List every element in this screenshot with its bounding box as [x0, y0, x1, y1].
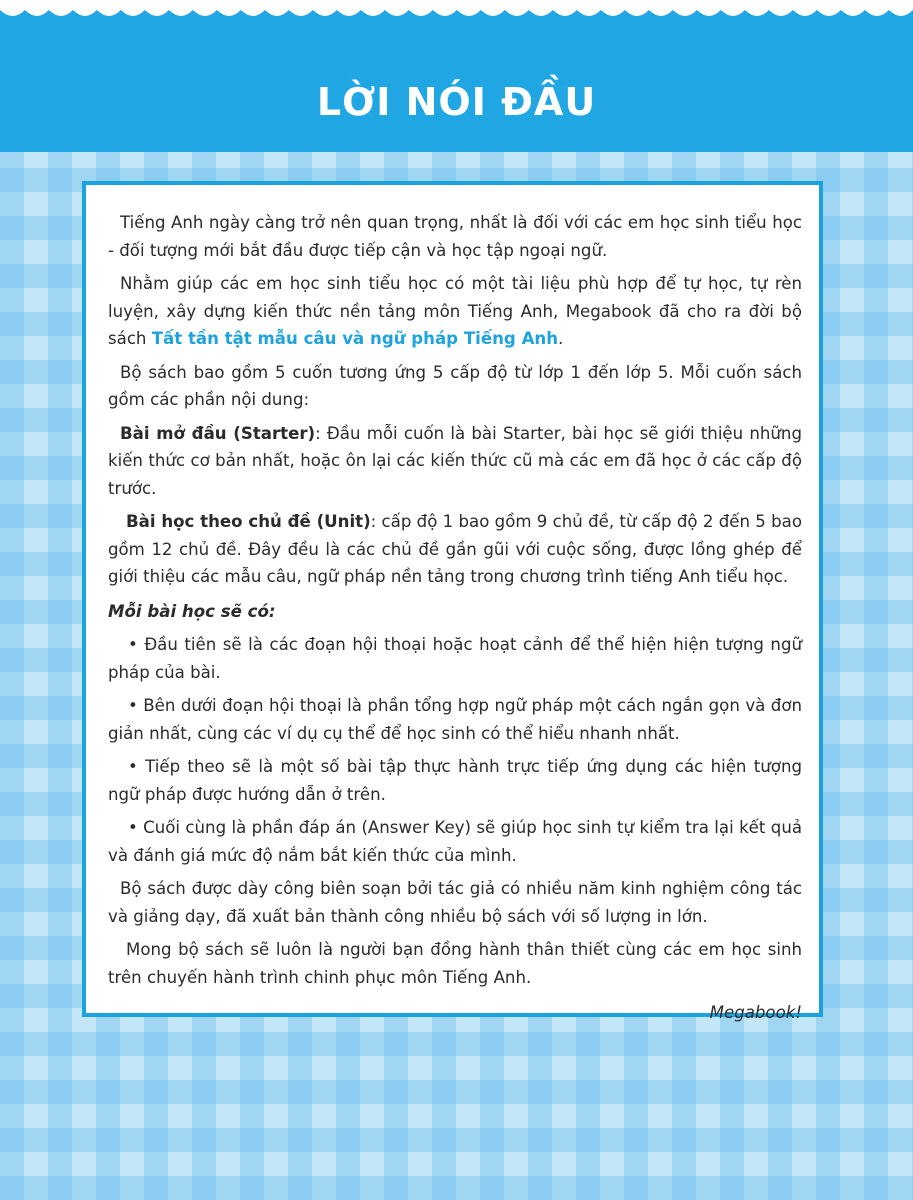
signature: Megabook!	[709, 1003, 802, 1022]
unit-label: Bài học theo chủ đề (Unit)	[126, 512, 371, 531]
book-series-title: Tất tần tật mẫu câu và ngữ pháp Tiếng Anh	[151, 329, 559, 348]
purpose-paragraph	[108, 270, 802, 353]
closing-paragraph: Mong bộ sách sẽ luôn là người bạn đồng hành thân thiết cùng các em học sinh trên chuyến hành trình chinh phục môn Tiếng Anh.	[108, 940, 802, 987]
lesson-bullet-2: • Bên dưới đoạn hội thoại là phần tổng hợp ngữ pháp một cách ngắn gọn và đơn giản nhất, cùng các ví dụ cụ thể để học sinh có thể hiểu nhanh nhất.	[108, 696, 802, 743]
intro-paragraph: Tiếng Anh ngày càng trở nên quan trọng, nhất là đối với các em học sinh tiểu học - đối tượng mới bắt đầu được tiếp cận và học tập ngoại ngữ.	[108, 213, 802, 260]
starter-label: Bài mở đầu (Starter)	[120, 423, 316, 443]
lesson-bullet-4: • Cuối cùng là phần đáp án (Answer Key) sẽ giúp học sinh tự kiểm tra lại kết quả và đánh giá mức độ nắm bắt kiến thức của mình.	[108, 818, 802, 865]
page-title: LỜI NÓI ĐẦU	[316, 80, 597, 124]
wave-border-decoration	[0, 0, 913, 24]
unit-paragraph	[108, 508, 802, 591]
starter-description: : Đầu mỗi cuốn là bài Starter, bài học sẽ giới thiệu những kiến thức cơ bản nhất, hoặc ôn lại các kiến thức cũ mà các em đã học ở các cấp độ trước.	[108, 423, 802, 498]
unit-description: : cấp độ 1 bao gồm 9 chủ đề, từ cấp độ 2 đến 5 bao gồm 12 chủ đề. Đây đều là các chủ đề gần gũi với cuộc sống, được lồng ghép để giới thiệu các mẫu câu, ngữ pháp nền tảng trong chương trình tiếng Anh tiểu học.	[108, 512, 802, 586]
preface-body	[108, 209, 802, 1027]
lesson-heading: Mỗi bài học sẽ có:	[108, 601, 276, 621]
purpose-end: .	[558, 329, 564, 348]
lesson-bullet-3: • Tiếp theo sẽ là một số bài tập thực hành trực tiếp ứng dụng các hiện tượng ngữ pháp được hướng dẫn ở trên.	[108, 757, 802, 804]
header-banner	[0, 0, 913, 152]
series-overview-paragraph: Bộ sách bao gồm 5 cuốn tương ứng 5 cấp độ từ lớp 1 đến lớp 5. Mỗi cuốn sách gồm các phần nội dung:	[108, 362, 802, 409]
lesson-bullet-1: • Đầu tiên sẽ là các đoạn hội thoại hoặc hoạt cảnh để thể hiện hiện tượng ngữ pháp của bài.	[108, 635, 802, 682]
purpose-text: Nhằm giúp các em học sinh tiểu học có một tài liệu phù hợp để tự học, tự rèn luyện, xây dựng kiến thức nền tảng môn Tiếng Anh, Megabook đã cho ra đời bộ sách	[108, 274, 802, 348]
author-paragraph: Bộ sách được dày công biên soạn bởi tác giả có nhiều năm kinh nghiệm công tác và giảng dạy, đã xuất bản thành công nhiều bộ sách với số lượng in lớn.	[108, 879, 802, 926]
starter-paragraph	[108, 420, 802, 503]
